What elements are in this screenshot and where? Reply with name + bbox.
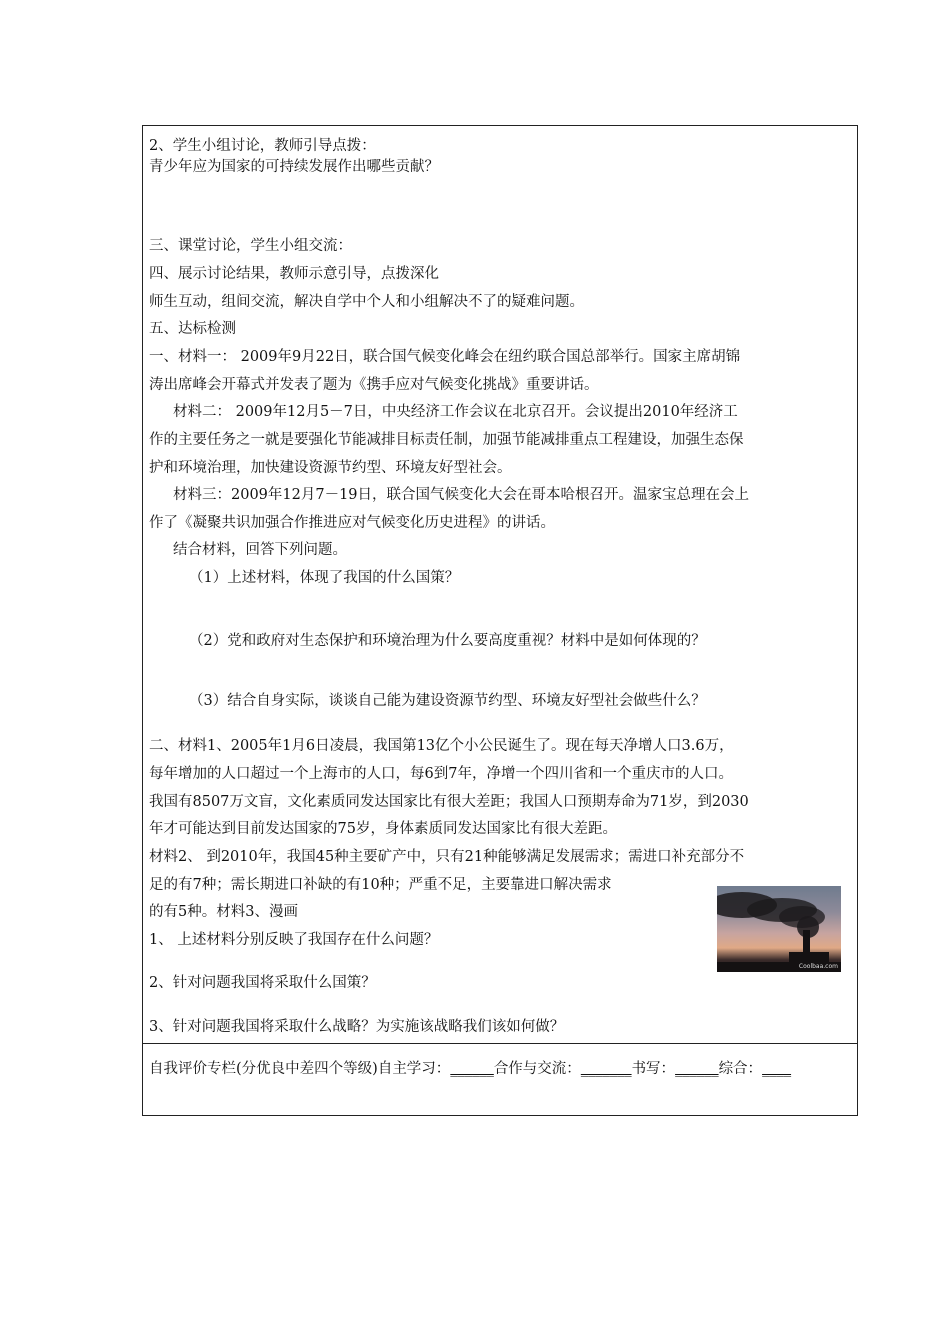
worksheet (142, 125, 858, 1116)
section-four-heading: 四、展示讨论结果，教师示意引导，点拨深化 (149, 266, 439, 282)
self-evaluation-label: 自我评价专栏(分优良中差四个等级)自主学习： (149, 1061, 451, 1077)
material-population-line2: 每年增加的人口超过一个上海市的人口，每6到7年，净增一个四川省和一个重庆市的人口。 (149, 766, 733, 782)
material-minerals-line2: 足的有7种；需长期进口补缺的有10种；严重不足，主要靠进口解决需求 (149, 877, 612, 893)
overall-label: 综合： (718, 1061, 763, 1077)
material-population-line4: 年才可能达到目前发达国家的75岁，身体素质同发达国家比有很大差距。 (149, 821, 617, 837)
question-problems: 1、 上述材料分别反映了我国存在什么问题？ (149, 932, 439, 948)
cooperation-blank[interactable]: _______ (580, 1061, 632, 1077)
question-1: （1）上述材料，体现了我国的什么国策？ (189, 570, 460, 586)
material-population-line1: 二、材料1、2005年1月6日凌晨，我国第13亿个小公民诞生了。现在每天净增人口3.6万， (149, 738, 734, 754)
writing-blank[interactable]: ______ (675, 1061, 719, 1077)
material-one-line1: 一、材料一： 2009年9月22日，联合国气候变化峰会在纽约联合国总部举行。国家主席胡锦 (149, 349, 741, 365)
cooperation-label: 合作与交流： (493, 1061, 581, 1077)
question-prompt: 结合材料，回答下列问题。 (173, 542, 347, 558)
material-two-line2: 作的主要任务之一就是要强化节能减排目标责任制，加强节能减排重点工程建设，加强生态保 (149, 432, 744, 448)
section-three-heading: 三、课堂讨论，学生小组交流： (149, 238, 352, 254)
writing-label: 书写： (631, 1061, 676, 1077)
question-policy: 2、针对问题我国将采取什么国策？ (149, 975, 376, 991)
content-box (142, 125, 858, 1044)
interaction-text: 师生互动，组间交流，解决自学中个人和小组解决不了的疑难问题。 (149, 294, 584, 310)
material-one-line2: 涛出席峰会开幕式并发表了题为《携手应对气候变化挑战》重要讲话。 (149, 377, 599, 393)
overall-blank[interactable]: ____ (762, 1061, 792, 1077)
material-minerals-line1: 材料2、 到2010年，我国45种主要矿产中，只有21种能够满足发展需求；需进口补充部分不 (149, 849, 745, 865)
cartoon-watermark: Coolbaa.com (798, 963, 838, 970)
question-3: （3）结合自身实际，谈谈自己能为建设资源节约型、环境友好型社会做些什么？ (189, 693, 706, 709)
material-three-line1: 材料三：2009年12月7－19日，联合国气候变化大会在哥本哈根召开。温家宝总理在会上 (173, 487, 750, 503)
discussion-heading: 2、学生小组讨论，教师引导点拨： (149, 138, 376, 154)
pollution-cartoon-image (717, 886, 841, 972)
question-2: （2）党和政府对生态保护和环境治理为什么要高度重视？材料中是如何体现的？ (189, 633, 706, 649)
self-study-blank[interactable]: ______ (450, 1061, 494, 1077)
material-two-line3: 护和环境治理，加快建设资源节约型、环境友好型社会。 (149, 460, 512, 476)
material-population-line3: 我国有8507万文盲，文化素质同发达国家比有很大差距；我国人口预期寿命为71岁，到2030 (149, 794, 749, 810)
discussion-question: 青少年应为国家的可持续发展作出哪些贡献？ (149, 159, 439, 175)
material-three-line2: 作了《凝聚共识加强合作推进应对气候变化历史进程》的讲话。 (149, 515, 555, 531)
material-two-line1: 材料二： 2009年12月5－7日，中央经济工作会议在北京召开。会议提出2010年经济工 (173, 404, 738, 420)
self-evaluation-box (142, 1044, 858, 1116)
material-minerals-line3: 的有5种。材料3、漫画 (149, 904, 298, 920)
section-five-heading: 五、达标检测 (149, 321, 236, 337)
question-strategy: 3、针对问题我国将采取什么战略？为实施该战略我们该如何做？ (149, 1019, 565, 1035)
